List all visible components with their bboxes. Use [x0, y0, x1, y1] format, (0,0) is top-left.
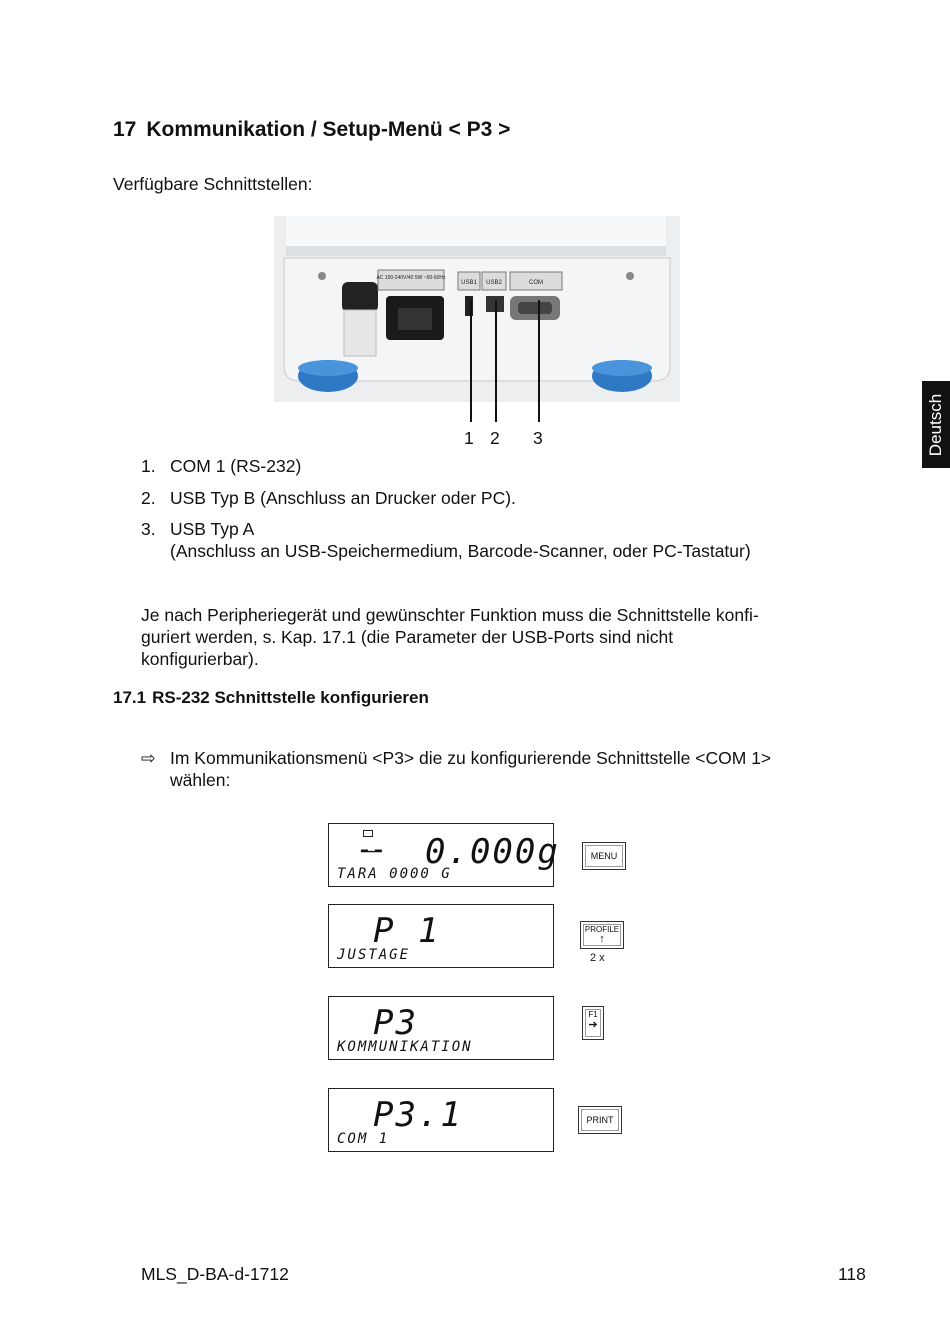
- list-item-1: COM 1 (RS-232): [170, 456, 302, 476]
- paragraph-line-3: konfigurierbar).: [141, 649, 259, 669]
- subsection-number: 17.1: [113, 688, 147, 707]
- display-p3-main: P3: [373, 1003, 418, 1043]
- display-p3-1: [328, 1088, 554, 1152]
- paragraph-line-1: Je nach Peripheriegerät und gewünschter Funktion muss die Schnittstelle konfi-: [141, 605, 759, 625]
- list-num-1: 1.: [141, 456, 156, 476]
- section-number: 17: [113, 118, 137, 141]
- profile-key-repeat: 2 x: [590, 952, 605, 964]
- usb2-label: USB2: [486, 280, 502, 286]
- step-line-2: wählen:: [170, 770, 231, 790]
- subsection-heading: [113, 688, 429, 708]
- battery-icon: [363, 830, 373, 837]
- list-num-2: 2.: [141, 488, 156, 508]
- stability-icon: ▂▁▂: [361, 842, 382, 852]
- display-weight: [328, 823, 560, 887]
- paragraph-line-2: guriert werden, s. Kap. 17.1 (die Parameter der USB-Ports sind nicht: [141, 627, 674, 647]
- usb1-label: USB1: [461, 280, 477, 286]
- footer-doc-id: MLS_D-BA-d-1712: [141, 1264, 289, 1284]
- menu-key-label: MENU: [590, 851, 618, 861]
- display-p1-sub: JUSTAGE: [337, 947, 411, 963]
- callout-1: 1: [464, 428, 474, 448]
- display-p3-1-sub: COM 1: [337, 1131, 390, 1147]
- arrow-right-icon: ➔: [588, 1019, 598, 1031]
- display-weight-sub: TARA 0000 G: [337, 866, 452, 882]
- display-p1: [328, 904, 554, 968]
- list-item-3-detail: (Anschluss an USB-Speichermedium, Barcode-Scanner, oder PC-Tastatur): [170, 541, 751, 561]
- com-label: COM: [529, 280, 543, 286]
- display-weight-main: 0.000g: [425, 832, 560, 872]
- display-p3: [328, 996, 554, 1060]
- subsection-title: RS-232 Schnittstelle konfigurieren: [152, 688, 429, 707]
- section-heading: [113, 118, 510, 142]
- print-key[interactable]: [578, 1106, 622, 1134]
- page-number: 118: [838, 1264, 866, 1284]
- f1-key[interactable]: [582, 1006, 604, 1040]
- list-num-3: 3.: [141, 519, 156, 539]
- step-line-1: Im Kommunikationsmenü <P3> die zu konfigurierende Schnittstelle <COM 1>: [170, 748, 772, 768]
- arrow-up-icon: ↑: [599, 933, 605, 945]
- display-p3-1-main: P3.1: [373, 1095, 463, 1135]
- display-p3-sub: KOMMUNIKATION: [337, 1039, 473, 1055]
- display-p1-main: P 1: [373, 911, 441, 951]
- f1-key-label: F1: [588, 1010, 598, 1019]
- callout-lines: [460, 300, 560, 430]
- profile-key[interactable]: [580, 921, 624, 949]
- profile-key-label: PROFILE: [584, 925, 620, 934]
- list-item-2: USB Typ B (Anschluss an Drucker oder PC).: [170, 488, 516, 508]
- menu-key[interactable]: [582, 842, 626, 870]
- list-item-3: USB Typ A: [170, 519, 255, 539]
- section-title: Kommunikation / Setup-Menü < P3 >: [146, 118, 511, 141]
- print-key-label: PRINT: [586, 1115, 614, 1125]
- language-tab: [922, 381, 950, 468]
- language-tab-label: Deutsch: [926, 393, 945, 456]
- callout-3: 3: [533, 428, 543, 448]
- intro-text: Verfügbare Schnittstellen:: [113, 174, 313, 194]
- callout-2: 2: [490, 428, 500, 448]
- step-arrow-icon: ⇨: [141, 748, 156, 768]
- power-label: AC 100-240V/40 5W ~50-60Hz: [376, 275, 446, 281]
